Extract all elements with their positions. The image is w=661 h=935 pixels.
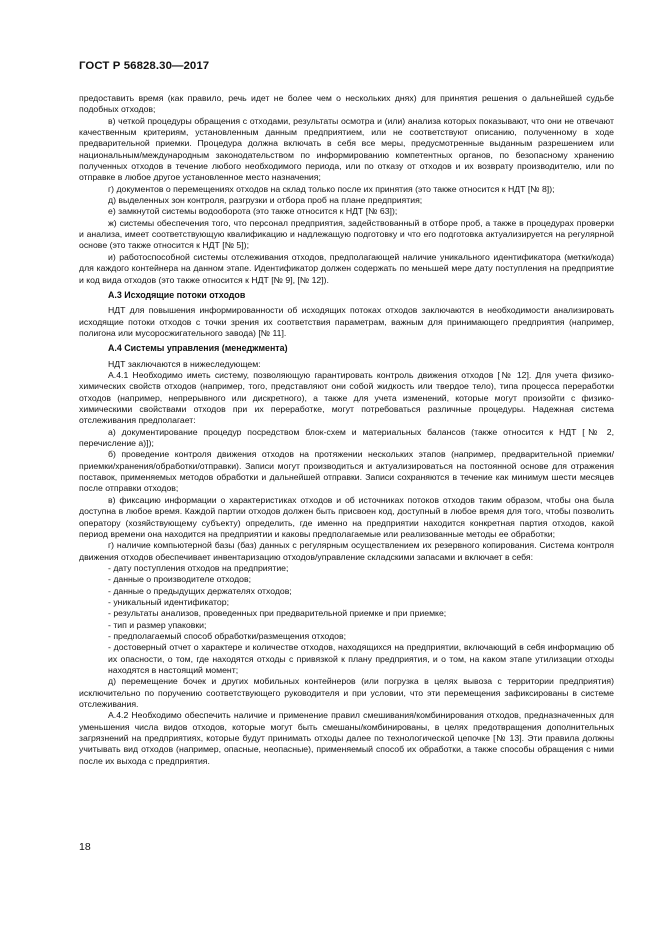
tracking-data-list	[79, 563, 614, 676]
paragraph: а) документирование процедур посредством блок-схем и материальных балансов (также относится к НДТ [№ 2, перечисление а)]);	[79, 426, 614, 449]
paragraph: д) перемещение бочек и других мобильных контейнеров (или погрузка в целях вывоза с территории предприятия) исключительно по поручению соответствующего руководителя и при условии, что эти перемещения зафиксированы в системе отслеживания.	[79, 676, 614, 709]
paragraph: А.4.1 Необходимо иметь систему, позволяющую гарантировать контроль движения отходов [№ 12]. Для учета физико-химических свойств отходов (например, того, представляют они собой жидкость или твердое тело), типа процесса переработки отходов (например, непрерывного или дискретного), а также для учета изменений, которые могут произойти с физико-химическими свойствами отходов при их переработке, могут потребоваться различные процедуры. Надежная система отслеживания предполагает:	[79, 370, 614, 426]
list-item: - результаты анализов, проведенных при предварительной приемке и при приемке;	[79, 608, 614, 619]
paragraph: ж) системы обеспечения того, что персонал предприятия, задействованный в отборе проб, а также в процедурах проверки и анализа, имеет соответствующую квалификацию и надлежащую подготовку и что его подготовка актуализируется на регулярной основе (это также относится к НДТ [№ 5]);	[79, 217, 614, 251]
paragraph: и) работоспособной системы отслеживания отходов, предполагающей наличие уникального идентификатора (метки/кода) для каждого контейнера на данном этапе. Идентификатор должен содержать по меньшей мере дату поступления на предприятие и код вида отходов (это также относится к НДТ [№ 9], [№ 12]).	[79, 251, 614, 285]
list-item: - предполагаемый способ обработки/размещения отходов;	[79, 631, 614, 642]
paragraph: в) фиксацию информации о характеристиках отходов и об источниках потоков отходов таким образом, чтобы она была доступна в любое время. Каждой партии отходов должен быть присвоен код, доступный в любое время для того, чтобы позволить оператору (хозяйствующему субъекту) определить, где именно на предприятии находится конкретная партия отходов, какой период времени она находится на предприятии и каковы предполагаемые или реализованные методы ее обработки;	[79, 494, 614, 539]
paragraph: г) наличие компьютерной базы (баз) данных с регулярным осуществлением их резервного копирования. Система контроля движения отходов обеспечивает инвентаризацию отходов/управление складскими запасами и включает в себя:	[79, 540, 614, 562]
list-item: - уникальный идентификатор;	[79, 597, 614, 608]
paragraph: б) проведение контроля движения отходов на протяжении нескольких этапов (например, предварительной приемки/приемки/хранения/обработки/отправки). Записи могут производиться и актуализироваться на постоянной основе для отражения поставок, применяемых методов обработки и дальнейшей отправки. Записи сохраняются в течение как минимум шести месяцев после отправки отходов;	[79, 449, 614, 494]
paragraph: в) четкой процедуры обращения с отходами, результаты осмотра и (или) анализа которых показывают, что они не отвечают качественным критериям, установленным данным предприятием, или не соответствуют описанию, полученному в ходе предварительной приемки. Процедура должна включать в себя все меры, предусмотренные выданным разрешением или национальным/международным законодательством по информированию компетентных органов, по безопасному хранению полученных отходов в течение любого необходимого периода, или по отказу от отходов и их возврату производителю, или по отправке в любое другое установленное место назначения;	[79, 115, 614, 183]
list-item: - данные о производителе отходов;	[79, 574, 614, 585]
paragraph: А.4.2 Необходимо обеспечить наличие и применение правил смешивания/комбинирования отходов, предназначенных для уменьшения числа видов отходов, которые могут быть смешаны/комбинированы, в целях предотвращения дополнительных загрязнений на предприятиях, которые будут принимать отходы далее по технологической цепочке [№ 13]. Эти правила должны учитывать вид отходов (например, опасные, неопасные), применяемый способ их обработки, а также способы обращения с ними после их выхода с предприятия.	[79, 710, 614, 766]
section-heading-a4: А.4 Системы управления (менеджмента)	[108, 343, 288, 354]
list-item: - дату поступления отходов на предприятие;	[79, 563, 614, 574]
list-item: - тип и размер упаковки;	[79, 620, 614, 631]
document-body	[79, 93, 614, 767]
paragraph: предоставить время (как правило, речь идет не более чем о нескольких днях) для принятия решения о дальнейшей судьбе подобных отходов;	[79, 93, 614, 115]
document-code-header: ГОСТ Р 56828.30—2017	[79, 60, 210, 72]
paragraph: д) выделенных зон контроля, разгрузки и отбора проб на плане предприятия;	[108, 195, 423, 206]
section-heading-a3: А.3 Исходящие потоки отходов	[108, 289, 246, 300]
paragraph: НДТ заключаются в нижеследующем:	[108, 358, 261, 369]
page-number: 18	[79, 841, 91, 853]
list-item: - данные о предыдущих держателях отходов;	[79, 586, 614, 597]
list-item: - достоверный отчет о характере и количестве отходов, находящихся на предприятии, включающий в себя информацию об их опасности, о том, где находятся отходы с привязкой к плану предприятия, и о том, на каком этапе утилизации отходы находятся в настоящий момент;	[79, 642, 614, 676]
paragraph: НДТ для повышения информированности об исходящих потоках отходов заключаются в необходимости анализировать исходящие потоки отходов с точки зрения их соответствия параметрам, важным для принимающего предприятия (например, полигона или мусоросжигательного завода) [№ 11].	[79, 305, 614, 338]
paragraph: е) замкнутой системы водооборота (это также относится к НДТ [№ 63]);	[108, 206, 398, 217]
paragraph: г) документов о перемещениях отходов на склад только после их принятия (это также относится к НДТ [№ 8]);	[108, 183, 555, 194]
